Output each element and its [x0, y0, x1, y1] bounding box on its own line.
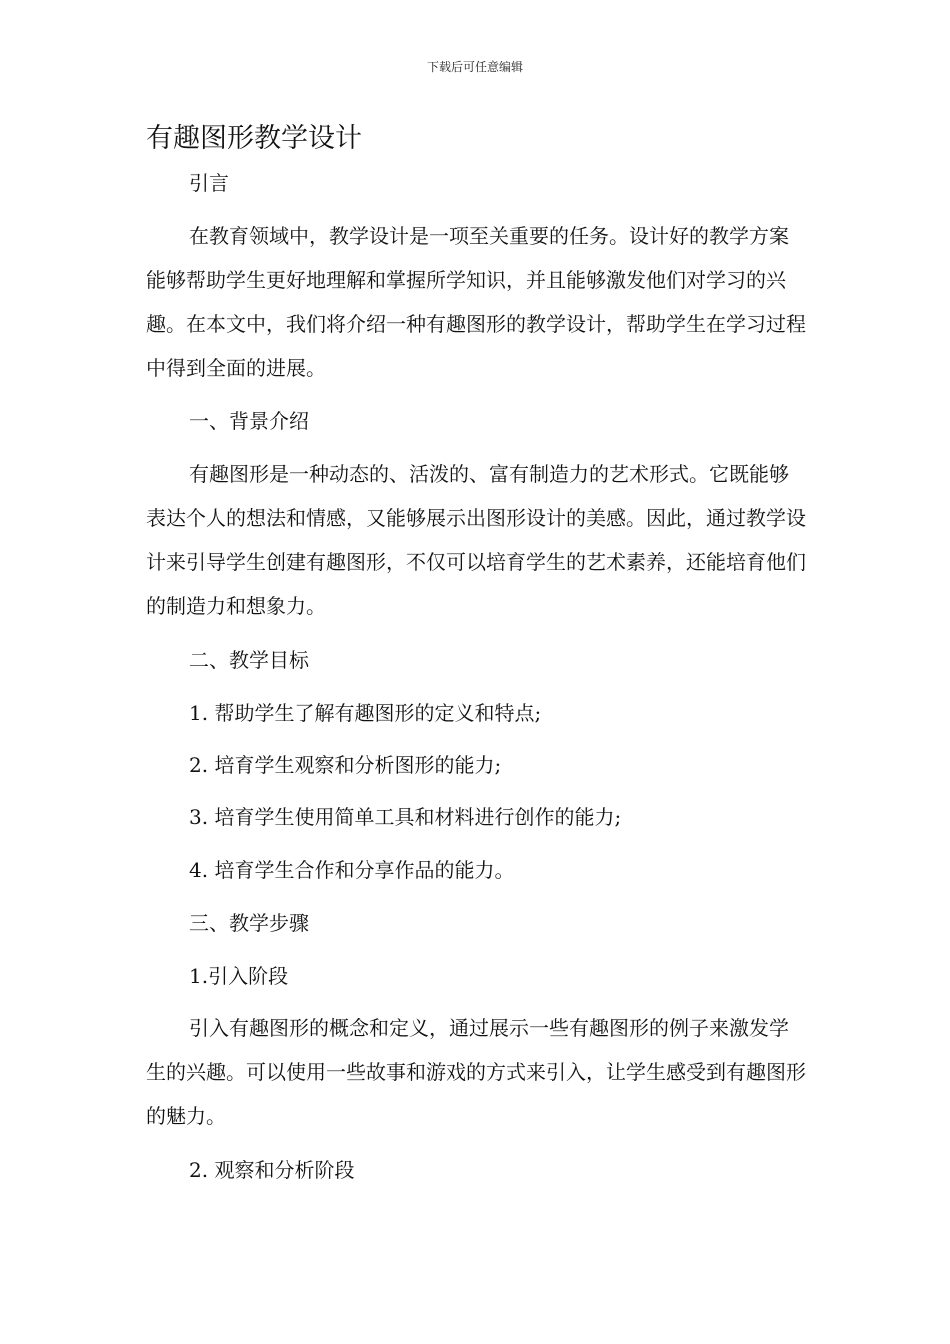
document-title: 有趣图形教学设计 — [146, 123, 362, 154]
page-header: 下载后可任意编辑 — [426, 60, 523, 74]
intro-heading: 引言 — [189, 171, 229, 195]
goal-item: 2. 培育学生观察和分析图形的能力; — [189, 753, 502, 777]
intro-paragraph: 在教育领域中，教学设计是一项至关重要的任务。设计好的教学方案能够帮助学生更好地理解和掌握所学知识，并且能够激发他们对学习的兴趣。在本文中，我们将介绍一种有趣图形的教学设计，帮助学生在学习过程中得到全面的进展。 — [146, 224, 806, 380]
goal-item: 3. 培育学生使用简单工具和材料进行创作的能力; — [189, 805, 622, 829]
goals-heading: 二、教学目标 — [189, 648, 309, 672]
step2-heading: 2. 观察和分析阶段 — [189, 1158, 355, 1182]
background-heading: 一、背景介绍 — [189, 409, 309, 433]
goal-item: 4. 培育学生合作和分享作品的能力。 — [189, 858, 515, 882]
step1-paragraph: 引入有趣图形的概念和定义，通过展示一些有趣图形的例子来激发学生的兴趣。可以使用一些故事和游戏的方式来引入，让学生感受到有趣图形的魅力。 — [146, 1016, 806, 1128]
steps-heading: 三、教学步骤 — [189, 911, 309, 935]
background-paragraph: 有趣图形是一种动态的、活泼的、富有制造力的艺术形式。它既能够表达个人的想法和情感，又能够展示出图形设计的美感。因此，通过教学设计来引导学生创建有趣图形，不仅可以培育学生的艺术素养，还能培育他们的制造力和想象力。 — [146, 462, 806, 618]
step1-heading: 1.引入阶段 — [189, 964, 289, 988]
goal-item: 1. 帮助学生了解有趣图形的定义和特点; — [189, 701, 542, 725]
